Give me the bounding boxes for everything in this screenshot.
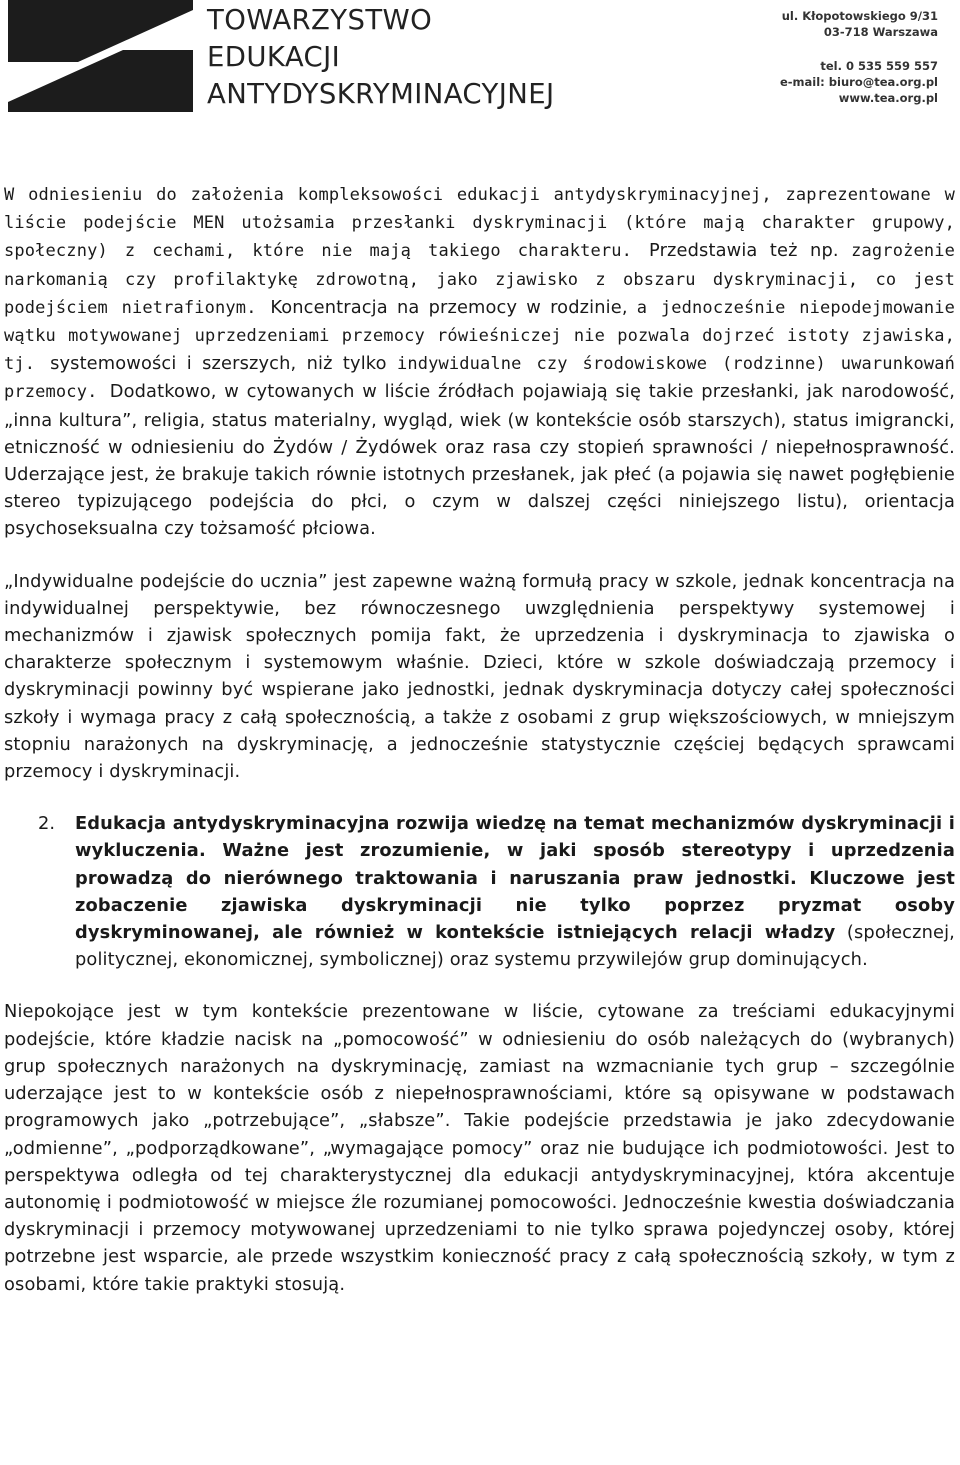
org-name-line-3: ANTYDYSKRYMINACYJNEJ: [207, 78, 555, 110]
organization-name: [207, 2, 555, 113]
contact-block: [780, 8, 938, 106]
address-street: ul. Kłopotowskiego 9/31: [781, 9, 938, 23]
list-item-normal-text: (społecznej, politycznej, ekonomicznej, symbolicznej) oraz systemu przywilejów grup dominujących.: [75, 922, 955, 971]
org-name-line-2: EDUKACJI: [207, 41, 341, 73]
p1-segment-3: zagrożenie narkomanią czy profilaktykę zdrowotną, jako zjawisko z obszaru dyskryminacji, co jest podejściem nietrafionym.: [4, 241, 956, 318]
p1-segment-8: Dodatkowo, w cytowanych w liście źródłach pojawiają się takie przesłanki, jak narodowość, „inna kultura”, religia, status materialny, wygląd, wiek (w kontekście osób starszych), status imigrancki, etniczność w odniesieniu do Żydów / Żydówek oraz rasa czy stopień sprawności / niepełnosprawność.: [4, 381, 955, 458]
letter-body: [4, 181, 955, 1298]
org-name-line-1: TOWARZYSTWO: [207, 4, 433, 36]
p1-segment-6: systemowości i szerszych, niż tylko: [50, 353, 397, 375]
paragraph-1: [4, 181, 955, 543]
p1-segment-9: Uderzające jest, że brakuje takich równie istotnych przesłanek, jak płeć (a pojawia się nawet pogłębienie stereo typizującego podejścia do płci, o czym w dalszej części niniejszego listu), orientacja psychoseksualna czy tożsamość płciowa.: [4, 464, 955, 540]
numbered-list: [4, 810, 955, 973]
address-city: 03-718 Warszawa: [823, 25, 938, 39]
p1-segment-7: indywidualne czy środowiskowe (rodzinne) uwarunkowań przemocy.: [4, 354, 955, 403]
p1-segment-4: Koncentracja na przemocy w rodzinie,: [270, 296, 637, 318]
phone-number: tel. 0 535 559 557: [820, 59, 938, 73]
list-item: [75, 810, 955, 973]
paragraph-3: Niepokojące jest w tym kontekście prezentowane w liście, cytowane za treściami edukacyjnymi podejście, które kładzie nacisk na „pomocowość” w odniesieniu do osób należących do (wybranych) grup społecznych narażonych na dyskryminację, zamiast na wzmacnianie tych grup – szczególnie uderzające jest to w kontekście osób z niepełnosprawnościami, które są opisywane w podstawach programowych jako „potrzebujące”, „słabsze”. Takie podejście przedstawia je jako zdecydowanie „odmienne”, „podporządkowane”, „wymagające pomocy” oraz nie budujące ich podmiotowości. Jest to perspektywa odległa od tej charakterystycznej dla edukacji antydyskryminacyjnej, która akcentuje autonomię i podmiotowość w miejsce źle rozumianej pomocowości. Jednocześnie kwestia doświadczania dyskryminacji i przemocy motywowanej uprzedzeniami to nie tylko sprawa pojedynczej osoby, której potrzebne jest wsparcie, ale przede wszystkim konieczność pracy z całą społecznością szkoły, w tym z osobami, które takie praktyki stosują.: [4, 1001, 955, 1295]
list-item-bold-text: Edukacja antydyskryminacyjna rozwija wiedzę na temat mechanizmów dyskryminacji i wykluczenia. Ważne jest zrozumienie, w jaki sposób stereotypy i uprzedzenia prowadzą do nierównego traktowania i naruszania praw jednostki. Kluczowe jest zobaczenie zjawiska dyskryminacji nie tylko poprzez pryzmat osoby dyskryminowanej, ale również w kontekście istniejących relacji władzy: [75, 813, 955, 944]
paragraph-2: „Indywidualne podejście do ucznia” jest zapewne ważną formułą pracy w szkole, jednak koncentracja na indywidualnej perspektywie, bez równoczesnego uwzględnienia perspektywy systemowej i mechanizmów i zjawisk społecznych pomija fakt, że uprzedzenia i dyskryminacja to zjawiska o charakterze społecznym i systemowym właśnie. Dzieci, które w szkole doświadczają przemocy i dyskryminacji powinny być wspierane jako jednostki, jednak dyskryminacja dotyczy całej społeczności szkoły i wymaga pracy z całą społecznością, a także z osobami z grup większościowych, w mniejszym stopniu narażonych na dyskryminację, a jednocześnie statystycznie częściej będących sprawcami przemocy i dyskryminacji.: [4, 570, 955, 783]
list-item-number: 2.: [38, 813, 55, 835]
tea-z-logo-icon: [8, 0, 193, 112]
p1-segment-1: W odniesieniu do założenia kompleksowości edukacji antydyskryminacyjnej, zaprezentowane w liście podejście MEN utożsamia przesłanki dyskryminacji (które mają charakter grupowy, społeczny) z cechami, które nie mają takiego charakteru.: [4, 185, 955, 262]
email-address: e-mail: biuro@tea.org.pl: [779, 75, 938, 89]
letterhead: [0, 0, 960, 120]
website-link[interactable]: www.tea.org.pl: [838, 91, 938, 105]
p1-segment-2: Przedstawia też np.: [649, 240, 852, 262]
p1-segment-5: a jednocześnie niepodejmowanie wątku motywowanej uprzedzeniami przemocy rówieśniczej nie pozwala dojrzeć istoty zjawiska, tj.: [4, 297, 956, 375]
